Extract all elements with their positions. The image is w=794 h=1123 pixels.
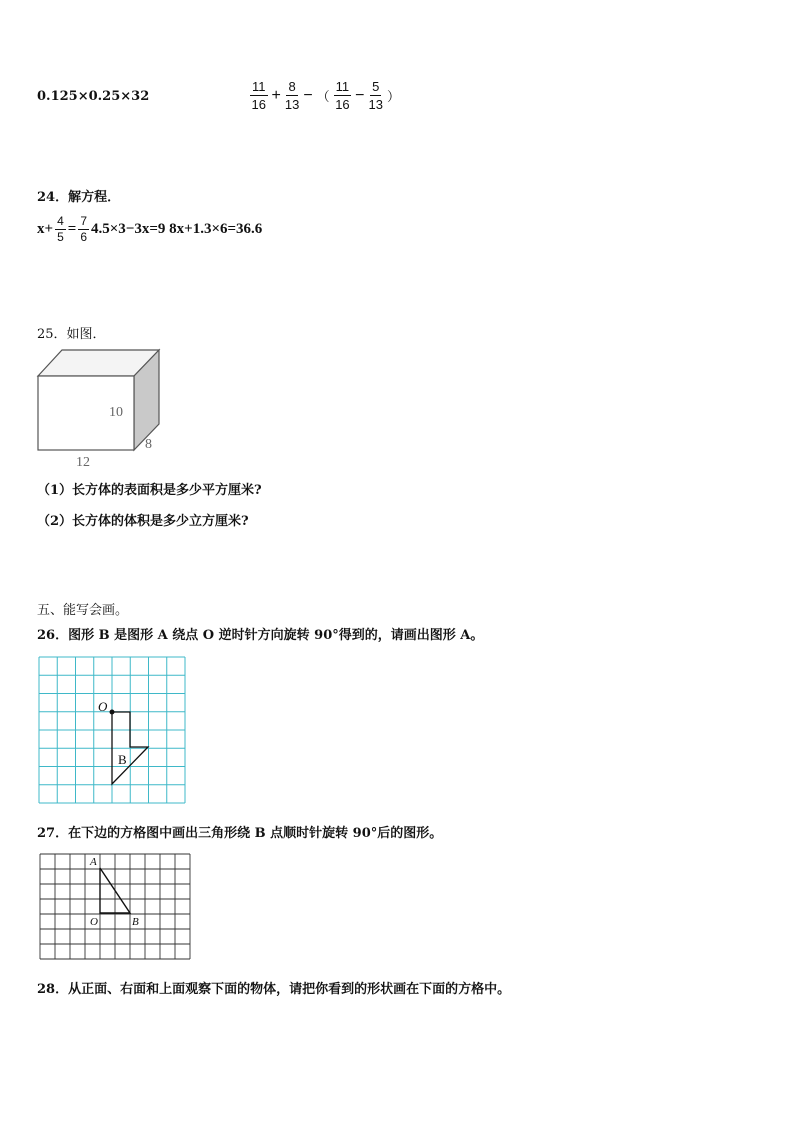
rotation-grid-27	[39, 853, 193, 961]
label-o: O	[90, 916, 98, 928]
calc-expression-2: $\frac{11}{16}$ + $\frac{8}{13}$ − （ $\frac{11}{16}$ − $\frac{5}{13}$ ）	[251, 79, 400, 112]
question-28-title: 28．从正面、右面和上面观察下面的物体，请把你看到的形状画在下面的方格中。	[37, 982, 511, 997]
grid-lines	[40, 854, 190, 959]
question-25-sub-2: （2）长方体的体积是多少立方厘米?	[37, 514, 249, 529]
fraction: $\frac{11}{16}$	[335, 79, 350, 112]
question-25-title: 25．如图．	[37, 327, 106, 342]
question-26-title: 26．图形 B 是图形 A 绕点 O 逆时针方向旋转 90°得到的，请画出图形 A。	[37, 628, 484, 643]
question-25-sub-1: （1）长方体的表面积是多少平方厘米?	[37, 483, 262, 498]
rotation-grid-26	[38, 656, 188, 806]
question-27-title: 27．在下边的方格图中画出三角形绕 B 点顺时针旋转 90°后的图形。	[37, 826, 443, 841]
fraction: $\frac{5}{13}$	[368, 79, 383, 112]
label-b: B	[118, 752, 127, 767]
question-24-title: 24．解方程．	[37, 190, 121, 205]
depth-label: 8	[145, 437, 152, 452]
fraction: $\frac{4}{5}$	[57, 214, 64, 244]
fraction: $\frac{11}{16}$	[251, 79, 266, 112]
point-o	[110, 710, 115, 715]
fraction: $\frac{7}{6}$	[80, 214, 87, 244]
section-5-heading: 五、能写会画。	[37, 603, 129, 618]
cuboid-figure	[34, 346, 164, 470]
question-24-equations: x+ $\frac{4}{5}$ = $\frac{7}{6}$ 4.5×3−3x=9 8x+1.3×6=36.6	[37, 214, 263, 244]
height-label: 10	[109, 405, 123, 420]
length-label: 12	[76, 455, 90, 470]
label-b: B	[132, 916, 139, 928]
label-a: A	[90, 856, 97, 868]
calc-expression-1: 0.125×0.25×32	[37, 89, 150, 104]
label-o: O	[98, 699, 108, 714]
fraction: $\frac{8}{13}$	[284, 79, 300, 112]
